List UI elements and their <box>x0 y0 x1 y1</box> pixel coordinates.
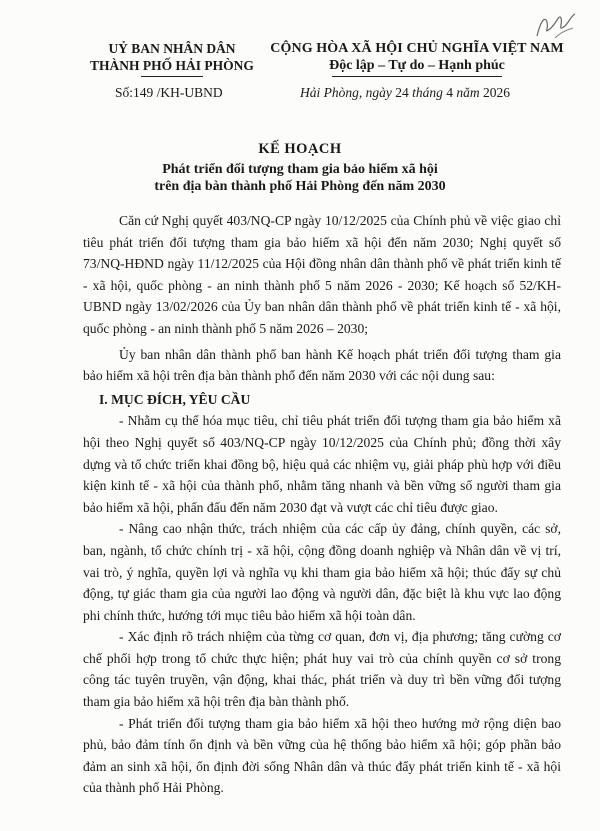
national-motto: Độc lập – Tự do – Hạnh phúc <box>329 58 505 73</box>
document-type-title: KẾ HOẠCH <box>258 141 342 157</box>
authority-line-2: THÀNH PHỐ HẢI PHÒNG <box>90 58 254 73</box>
document-body <box>83 210 561 799</box>
issuing-authority <box>72 40 272 77</box>
section-heading-purpose: I. MỤC ĐÍCH, YÊU CẦU <box>99 391 251 407</box>
authority-underline <box>141 76 203 77</box>
document-number: Số:149 /KH-UBND <box>115 85 223 100</box>
purpose-bullet-2: - Nâng cao nhận thức, trách nhiệm của các cấp ủy đảng, chính quyền, các sở, ban, ngành, tổ chức chính trị - xã hội, cộng đồng doanh nghiệp và Nhân dân về vị trí, vai trò, ý nghĩa, quyền lợi và nghĩa vụ khi tham gia bảo hiểm xã hội; thúc đẩy sự chủ động, tự giác tham gia của người lao động và người dân, đặc biệt là khu vực lao động phi chính thức, hướng tới mục tiêu bảo hiểm xã hội toàn dân. <box>83 521 561 623</box>
date-month-word: tháng <box>408 85 447 100</box>
purpose-bullet-3: - Xác định rõ trách nhiệm của từng cơ quan, đơn vị, địa phương; tăng cường cơ chế phối hợp trong tổ chức thực hiện; phát huy vai trò của chính quyền cơ sở trong công tác tuyên truyền, vận động, khai thác, phát triển và duy trì bền vững đối tượng tham gia bảo hiểm xã hội trên địa bàn thành phố. <box>83 629 561 710</box>
date-day: 24 <box>395 85 409 100</box>
intro-paragraph: Ủy ban nhân dân thành phố ban hành Kế hoạch phát triển đối tượng tham gia bảo hiểm xã hội trên địa bàn thành phố đến năm 2030 với các nội dung sau: <box>83 346 561 384</box>
place-and-date <box>300 85 510 101</box>
authority-line-1: UỶ BAN NHÂN DÂN <box>108 41 236 56</box>
date-year-word: năm <box>453 85 484 100</box>
document-subject-line-1: Phát triển đối tượng tham gia bảo hiểm xã hội <box>162 162 438 177</box>
nation-name: CỘNG HÒA XÃ HỘI CHỦ NGHĨA VIỆT NAM <box>270 41 564 56</box>
date-month: 4 <box>446 85 454 100</box>
legal-basis-paragraph: Căn cứ Nghị quyết 403/NQ-CP ngày 10/12/2025 của Chính phủ về việc giao chỉ tiêu phát triển đối tượng tham gia bảo hiểm xã hội đến năm 2030; Nghị quyết số 73/NQ-HĐND ngày 11/12/2025 của Hội đồng nhân dân thành phố về phát triển kinh tế - xã hội, quốc phòng - an ninh thành phố 5 năm 2026 - 2030; Kế hoạch số 52/KH-UBND ngày 13/02/2026 của Ủy ban nhân dân thành phố về phát triển kinh tế - xã hội, quốc phòng - an ninh thành phố 5 năm 2026 – 2030; <box>83 213 561 336</box>
document-subject-line-2: trên địa bàn thành phố Hải Phòng đến năm 2030 <box>154 179 446 194</box>
date-year: 2026 <box>483 85 511 100</box>
purpose-bullet-1: - Nhằm cụ thể hóa mục tiêu, chỉ tiêu phát triển đối tượng tham gia bảo hiểm xã hội theo Nghị quyết số 403/NQ-CP ngày 10/12/2025 của Chính phủ; đồng thời xây dựng và tổ chức triển khai đồng bộ, hiệu quả các nhiệm vụ, giải pháp phù hợp với điều kiện kinh tế - xã hội của thành phố, nhằm tăng nhanh và bền vững số người tham gia bảo hiểm xã hội, phấn đấu đến năm 2030 đạt và vượt các chỉ tiêu được giao. <box>83 413 561 515</box>
purpose-bullet-4: - Phát triển đối tượng tham gia bảo hiểm xã hội theo hướng mở rộng diện bao phủ, bảo đảm tính ổn định và bền vững của hệ thống bảo hiểm xã hội; góp phần bảo đảm an sinh xã hội, ổn định đời sống Nhân dân và thúc đẩy phát triển kinh tế - xã hội của thành phố Hải Phòng. <box>83 715 561 796</box>
place-date-prefix: Hải Phòng, ngày <box>300 85 396 100</box>
motto-underline <box>332 76 502 77</box>
national-heading <box>262 40 572 77</box>
handwritten-initials-icon <box>531 8 579 42</box>
